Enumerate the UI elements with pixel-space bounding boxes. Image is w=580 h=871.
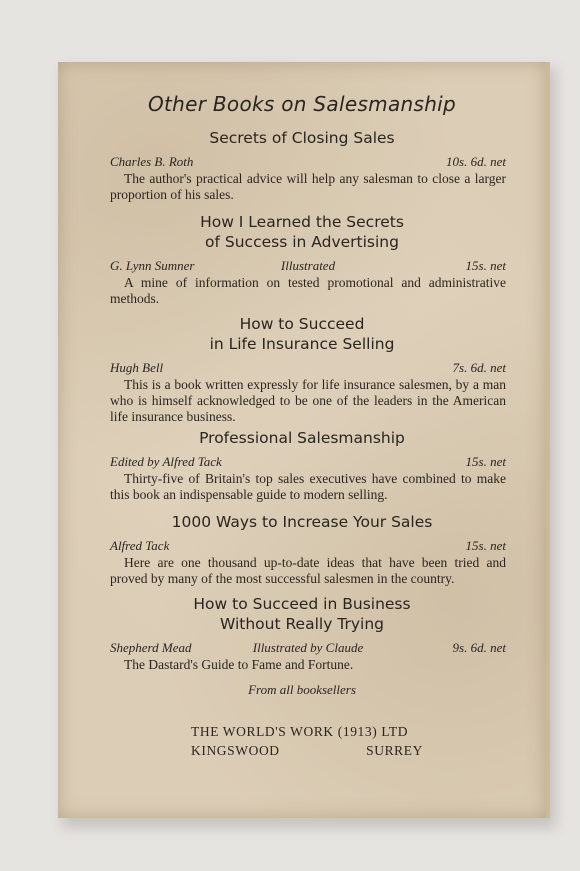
book-author: Shepherd Mead xyxy=(110,640,192,655)
book-entry-6 xyxy=(58,594,546,673)
book-entry-3 xyxy=(58,314,546,425)
book-title-line: How to Succeed in Business xyxy=(193,595,411,613)
book-title-line: Professional Salesmanship xyxy=(199,429,405,447)
publisher-name: THE WORLD'S WORK (1913) LTD xyxy=(191,724,409,739)
book-entry-1 xyxy=(58,128,546,203)
book-description: A mine of information on tested promotional and administrative methods. xyxy=(110,275,506,306)
book-price: 15s. net xyxy=(465,454,506,469)
book-author: Alfred Tack xyxy=(110,538,170,553)
book-meta xyxy=(110,640,506,656)
book-entry-4 xyxy=(58,428,546,503)
cover-heading: Other Books on Salesmanship xyxy=(147,92,457,116)
book-author: Hugh Bell xyxy=(110,360,164,375)
book-meta xyxy=(110,538,506,554)
book-title xyxy=(58,512,546,532)
book-title-line: in Life Insurance Selling xyxy=(209,335,395,353)
book-entry-5 xyxy=(58,512,546,587)
book-description: The author's practical advice will help any salesman to close a larger proportion of his sales. xyxy=(110,171,506,202)
book-description: Here are one thousand up-to-date ideas that have been tried and proved by many of the most successful salesmen in the country. xyxy=(110,555,506,586)
publisher-town: KINGSWOOD xyxy=(191,743,280,758)
book-price: 15s. net xyxy=(465,538,506,553)
publisher-name-row xyxy=(191,722,423,741)
book-author: Charles B. Roth xyxy=(110,154,194,169)
book-title-line: Secrets of Closing Sales xyxy=(209,129,395,147)
publisher-county: SURREY xyxy=(366,743,423,758)
book-price: 7s. 6d. net xyxy=(452,360,506,375)
book-title-line: Without Really Trying xyxy=(219,615,385,633)
book-title xyxy=(58,212,546,252)
book-description: Thirty-five of Britain's top sales executives have combined to make this book an indispensable guide to modern selling. xyxy=(110,471,506,502)
book-entry-2 xyxy=(58,212,546,307)
book-title xyxy=(58,314,546,354)
book-author: Edited by Alfred Tack xyxy=(110,454,222,469)
publisher-location-row xyxy=(191,741,423,760)
book-price: 15s. net xyxy=(465,258,506,273)
book-description: This is a book written expressly for life insurance salesmen, by a man who is himself acknowledged to be one of the leaders in the American life insurance business. xyxy=(110,377,506,424)
book-meta xyxy=(110,258,506,274)
book-meta xyxy=(110,360,506,376)
book-description: The Dastard's Guide to Fame and Fortune. xyxy=(124,657,354,672)
book-title xyxy=(58,128,546,148)
availability-note: From all booksellers xyxy=(248,682,356,697)
book-extra: Illustrated xyxy=(280,258,336,273)
book-title-line: 1000 Ways to Increase Your Sales xyxy=(171,513,433,531)
book-meta xyxy=(110,154,506,170)
book-title-line: of Success in Advertising xyxy=(205,233,399,251)
book-title xyxy=(58,594,546,634)
book-price: 9s. 6d. net xyxy=(452,640,506,655)
book-title xyxy=(58,428,546,448)
book-extra: Illustrated by Claude xyxy=(252,640,364,655)
book-author: G. Lynn Sumner xyxy=(110,258,195,273)
book-price: 10s. 6d. net xyxy=(446,154,506,169)
book-back-cover xyxy=(58,62,550,818)
book-meta xyxy=(110,454,506,470)
publisher-block xyxy=(191,722,423,760)
book-title-line: How I Learned the Secrets xyxy=(200,213,404,231)
book-title-line: How to Succeed xyxy=(239,315,365,333)
